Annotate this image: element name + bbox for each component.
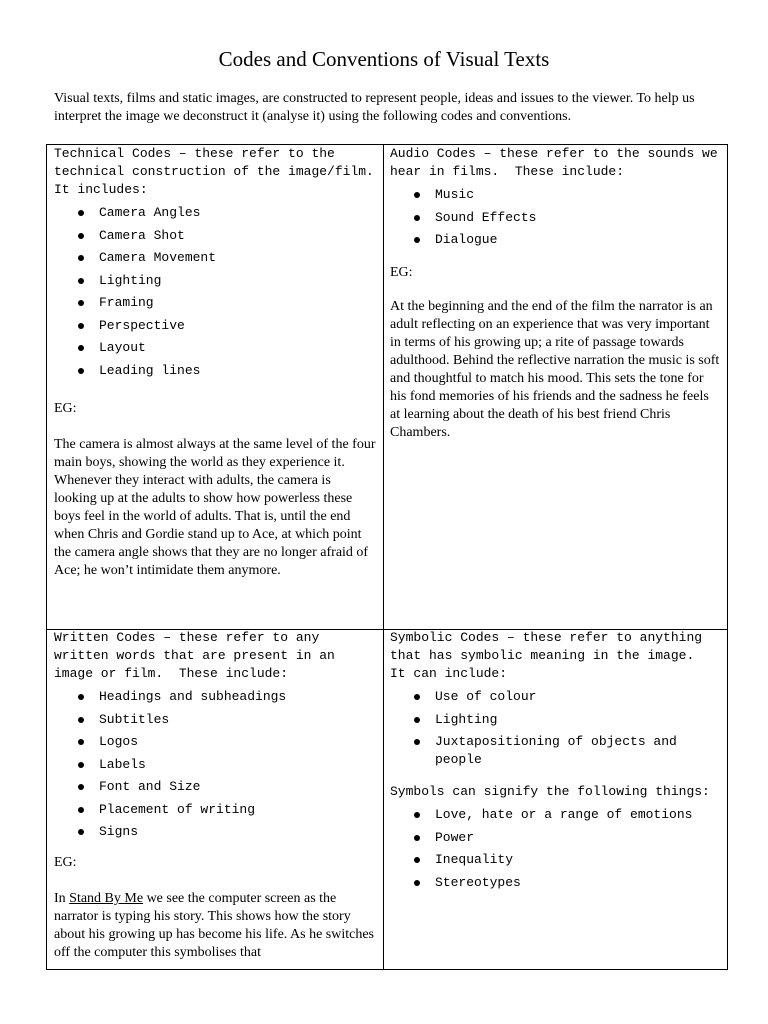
written-eg-label: EG: [54, 855, 77, 870]
bullet-icon [78, 278, 84, 284]
list-item: Camera Shot [54, 227, 376, 245]
list-item: Sound Effects [390, 209, 722, 227]
list-item: Framing [54, 294, 376, 312]
technical-codes-heading: Technical Codes – these refer to the technical construction of the image/film. It includes: [54, 146, 390, 197]
bullet-icon [78, 717, 84, 723]
list-item: Stereotypes [390, 874, 722, 892]
list-item: Signs [54, 823, 376, 841]
bullet-icon [414, 812, 420, 818]
bullet-icon [414, 215, 420, 221]
symbolic-signify-heading: Symbols can signify the following things: [390, 784, 710, 799]
list-item: Use of colour [390, 688, 722, 706]
technical-eg-label: EG: [54, 400, 77, 416]
written-codes-list [54, 688, 376, 841]
list-item: Logos [54, 733, 376, 751]
film-title: Stand By Me [69, 891, 144, 906]
bullet-icon [78, 368, 84, 374]
list-item: Camera Movement [54, 249, 376, 267]
list-item: Dialogue [390, 231, 722, 249]
bullet-icon [78, 694, 84, 700]
bullet-icon [414, 857, 420, 863]
audio-codes-list [390, 186, 722, 249]
technical-codes-list [54, 204, 376, 380]
list-item: Inequality [390, 851, 722, 869]
bullet-icon [78, 300, 84, 306]
intro-paragraph: Visual texts, films and static images, are constructed to represent people, ideas and issues to the viewer. To help us interpret the image we deconstruct it (analyse it) using the following codes and conventions. [54, 91, 695, 124]
bullet-icon [78, 807, 84, 813]
list-item: Lighting [390, 711, 722, 729]
table-column-divider [383, 145, 384, 969]
bullet-icon [78, 233, 84, 239]
page-title: Codes and Conventions of Visual Texts [218, 47, 550, 71]
bullet-icon [78, 739, 84, 745]
audio-codes-heading: Audio Codes – these refer to the sounds we hear in films. These include: [390, 146, 726, 179]
bullet-icon [78, 762, 84, 768]
list-item: Camera Angles [54, 204, 376, 222]
bullet-icon [414, 835, 420, 841]
list-item: Headings and subheadings [54, 688, 376, 706]
bullet-icon [414, 717, 420, 723]
list-item: Font and Size [54, 778, 376, 796]
list-item: Labels [54, 756, 376, 774]
list-item: Lighting [54, 272, 376, 290]
list-item: Subtitles [54, 711, 376, 729]
bullet-icon [78, 255, 84, 261]
bullet-icon [414, 739, 420, 745]
symbolic-codes-cell [390, 629, 722, 896]
list-item: Leading lines [54, 362, 376, 380]
technical-codes-cell [54, 145, 390, 580]
audio-example: At the beginning and the end of the film the narrator is an adult reflecting on an experience that was very important in terms of his growing up; a rite of passage towards adulthood. Behind the reflective narration the music is soft and thoughtful to match his mood. This sets the tone for his fond memories of his friends and the sadness he feels at learning about the death of his best friend Chris Chambers. [390, 299, 720, 440]
bullet-icon [78, 829, 84, 835]
bullet-icon [78, 784, 84, 790]
written-codes-heading: Written Codes – these refer to any written words that are present in an image or film. These include: [54, 630, 343, 681]
list-item: Power [390, 829, 722, 847]
list-item: Juxtapositioning of objects and people [390, 733, 722, 769]
list-item: Love, hate or a range of emotions [390, 806, 722, 824]
list-item: Perspective [54, 317, 376, 335]
written-codes-cell [54, 629, 376, 962]
list-item: Layout [54, 339, 376, 357]
technical-example: The camera is almost always at the same level of the four main boys, showing the world as they experience it. Whenever they interact with adults, the camera is looking up at the adults to show how powerless these boys feel in the world of adults. That is, until the end when Chris and Gordie stand up to Ace, at which point the camera angle shows that they are no longer afraid of Ace; he won’t intimidate them anymore. [54, 436, 376, 578]
bullet-icon [414, 880, 420, 886]
symbolic-signify-list [390, 806, 722, 892]
symbolic-codes-list [390, 688, 722, 769]
bullet-icon [78, 210, 84, 216]
audio-codes-cell [390, 145, 726, 442]
bullet-icon [78, 345, 84, 351]
list-item: Placement of writing [54, 801, 376, 819]
audio-eg-label: EG: [390, 265, 413, 280]
symbolic-codes-heading: Symbolic Codes – these refer to anything that has symbolic meaning in the image. It can include: [390, 630, 710, 681]
bullet-icon [414, 237, 420, 243]
bullet-icon [414, 694, 420, 700]
codes-table [46, 144, 728, 970]
written-example: In Stand By Me we see the computer screen as the narrator is typing his story. This shows how the story about his growing up has become his life. As he switches off the computer this symbolises that [54, 891, 375, 960]
bullet-icon [414, 192, 420, 198]
bullet-icon [78, 323, 84, 329]
list-item: Music [390, 186, 722, 204]
